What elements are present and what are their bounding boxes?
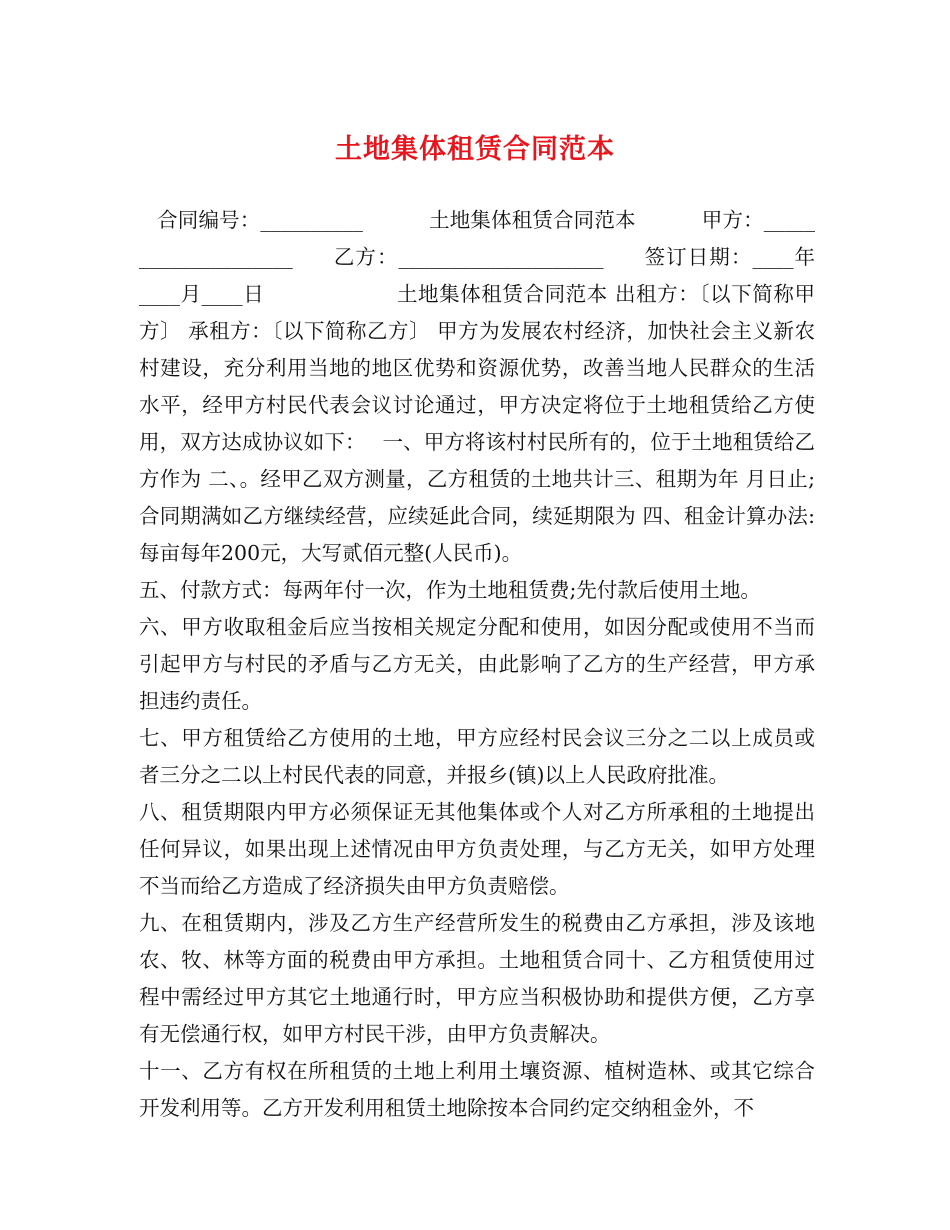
document-name: 土地集体租赁合同范本 bbox=[428, 208, 636, 232]
sign-date-field: 签订日期：____年 ____月____日 bbox=[139, 245, 816, 306]
contract-header bbox=[139, 202, 815, 572]
party-a-field: 甲方：_____ _______________ bbox=[139, 208, 816, 269]
paragraph: 六、甲方收取租金后应当按相关规定分配和使用，如因分配或使用不当而引起甲方与村民的矛盾与乙方无关，由此影响了乙方的生产经营，甲方承担违约责任。 bbox=[139, 615, 815, 713]
paragraph: 八、租赁期限内甲方必须保证无其他集体或个人对乙方所承租的土地提出任何异议，如果出现上述情况由甲方负责处理，与乙方无关，如甲方处理不当而给乙方造成了经济损失由甲方负责赔偿。 bbox=[139, 800, 815, 898]
paragraph: 十一、乙方有权在所租赁的土地上利用土壤资源、植树造林、或其它综合开发利用等。乙方开发利用租赁土地除按本合同约定交纳租金外，不 bbox=[139, 1059, 815, 1120]
document-title: 土地集体租赁合同范本 bbox=[335, 134, 615, 165]
document-name: 土地集体租赁合同范本 bbox=[396, 282, 608, 306]
paragraph: 九、在租赁期内，涉及乙方生产经营所发生的税费由乙方承担，涉及该地农、牧、林等方面的税费由甲方承担。土地租赁合同十、乙方租赁使用过程中需经过甲方其它土地通行时，甲方应当积极协助和提供方便，乙方享有无偿通行权，如甲方村民干涉，由甲方负责解决。 bbox=[139, 911, 815, 1046]
party-b-field: 乙方：____________________ bbox=[332, 245, 604, 269]
paragraph: 五、付款方式：每两年付一次，作为土地租赁费;先付款后使用土地。 bbox=[139, 578, 761, 602]
paragraph: 七、甲方租赁给乙方使用的土地，甲方应经村民会议三分之二以上成员或者三分之二以上村民代表的同意，并报乡(镇)以上人民政府批准。 bbox=[139, 726, 815, 787]
document-body bbox=[139, 202, 815, 1127]
contract-number-field: 合同编号：__________ bbox=[157, 208, 363, 232]
paragraph: 出租方：〔以下简称甲方〕 承租方：〔以下简称乙方〕 甲方为发展农村经济，加快社会主义新农村建设，充分利用当地的地区优势和资源优势，改善当地人民群众的生活水平，经甲方村民代表会议讨论通过，甲方决定将位于土地租赁给乙方使用，双方达成协议如下： 一、甲方将该村村民所有的，位于土地租赁给乙方作为 二、。经甲乙双方测量，乙方租赁的土地共计三、租期为年 月日止;合同期满如乙方继续经营，应续延此合同，续延期限为 四、租金计算办法:每亩每年200元，大写贰佰元整(人民币)。 bbox=[139, 282, 816, 565]
